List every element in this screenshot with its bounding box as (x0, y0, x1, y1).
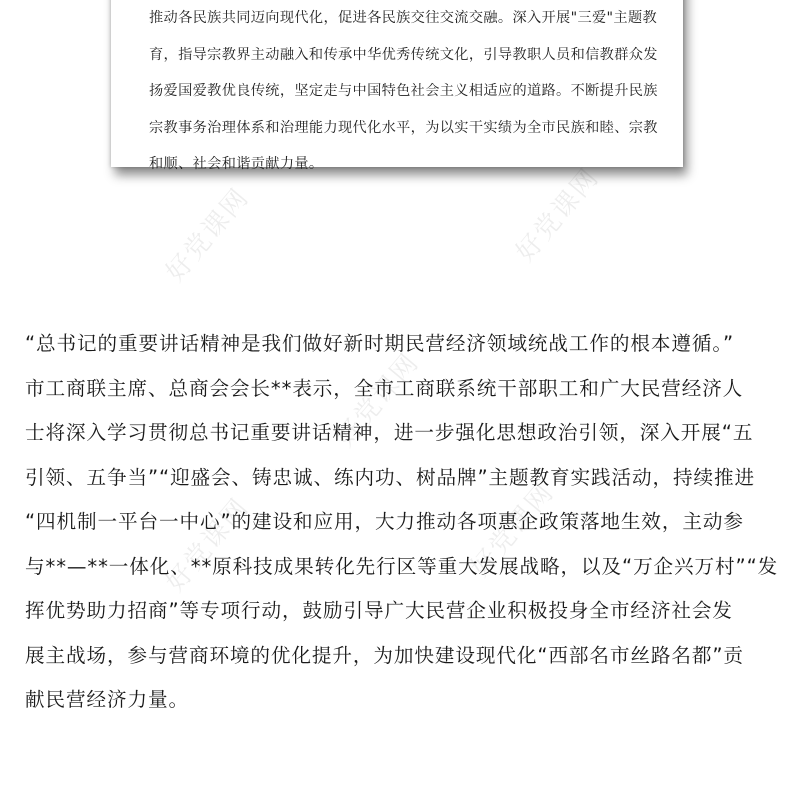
body-line: “四机制一平台一中心”的建设和应用，大力推动各项惠企政策落地生效，主动参 (25, 510, 744, 533)
quote-line: 和顺、社会和谐贡献力量。 (149, 156, 324, 172)
watermark: 好党课网 (465, 477, 561, 583)
body-line: “总书记的重要讲话精神是我们做好新时期民营经济领域统战工作的根本遵循。” (25, 332, 735, 355)
quote-card (111, 0, 683, 172)
watermark: 好党课网 (330, 347, 426, 453)
watermark: 好党课网 (510, 162, 606, 268)
body-line: 引领、五争当”“迎盛会、铸忠诚、练内功、树品牌”主题教育实践活动，持续推进 (25, 465, 755, 489)
quote-line: 宗教事务治理体系和治理能力现代化水平，为以实干实绩为全市民族和睦、宗教 (149, 119, 658, 136)
watermark: 好党课网 (160, 182, 256, 288)
body-line: 展主战场，参与营商环境的优化提升，为加快建设现代化“西部名市丝路名都”贡 (25, 643, 744, 667)
quote-line: 推动各民族共同迈向现代化，促进各民族交往交流交融。深入开展"三爱"主题教 (149, 10, 658, 26)
watermark: 好党课网 (160, 492, 256, 598)
body-line: 与**—**一体化、**原科技成果转化先行区等重大发展战略，以及“万企兴万村”“发 (25, 554, 779, 578)
body-line: 献民营经济力量。 (25, 688, 189, 711)
quote-line: 育，指导宗教界主动融入和传承中华优秀传统文化，引导教职人员和信教群众发 (149, 46, 658, 63)
body-line: 市工商联主席、总商会会长**表示，全市工商联系统干部职工和广大民营经济人 (25, 376, 744, 400)
quote-line: 扬爱国爱教优良传统，坚定走与中国特色社会主义相适应的道路。不断提升民族 (149, 83, 658, 99)
body-line: 挥优势助力招商”等专项行动，鼓励引导广大民营企业积极投身全市经济社会发 (25, 599, 733, 622)
body-line: 士将深入学习贯彻总书记重要讲话精神，进一步强化思想政治引领，深入开展“五 (25, 421, 754, 444)
article-body (25, 322, 785, 723)
